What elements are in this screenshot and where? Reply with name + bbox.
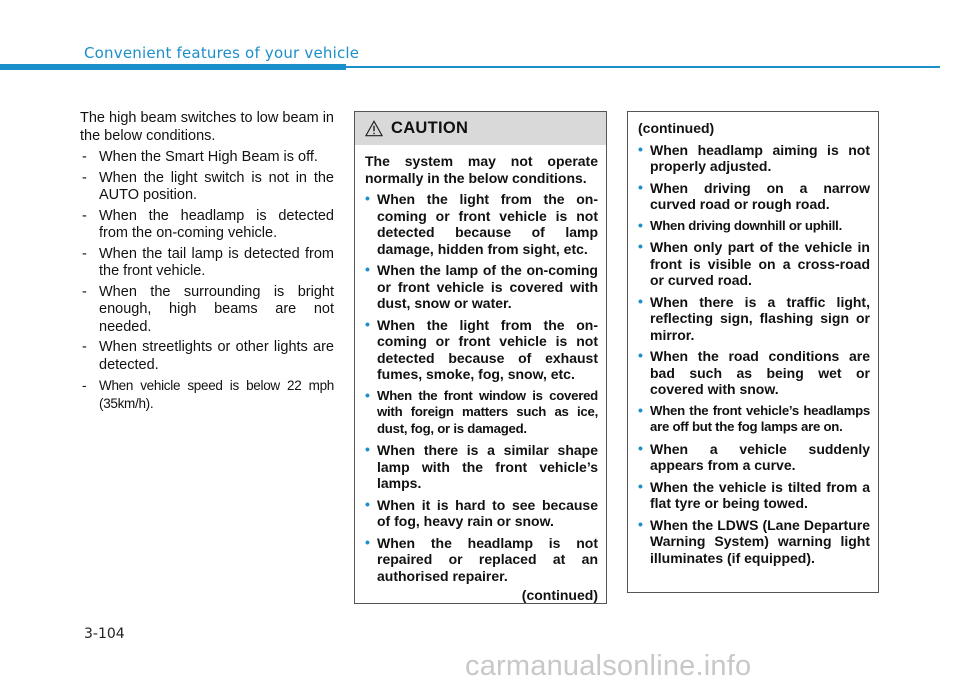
conditions-list — [80, 149, 334, 412]
continued-item: • When driving on a narrow curved road or rough road. — [638, 178, 870, 212]
continued-item: • When only part of the vehicle in front is visible on a cross-road or curved road. — [638, 238, 870, 288]
intro-text: The high beam switches to low beam in the below conditions. — [80, 110, 334, 144]
header-rule-thin — [346, 66, 940, 68]
warning-triangle-icon — [365, 120, 383, 137]
caution-item: • When the light from the on-coming or front vehicle is not detected because of exhaust fumes, smoke, fog, snow, etc. — [365, 315, 598, 382]
continued-label: (continued) — [521, 587, 598, 603]
condition-item: - When the Smart High Beam is off. — [82, 149, 318, 165]
condition-item: - When vehicle speed is below 22 mph (35km/h). — [82, 378, 334, 411]
condition-item: - When the surrounding is bright enough, high beams are not needed. — [82, 283, 334, 335]
continued-list — [638, 142, 870, 567]
caution-body — [355, 145, 606, 604]
section-title: Convenient features of your vehicle — [84, 44, 360, 62]
caution-header — [355, 112, 606, 145]
continued-item: • When a vehicle suddenly appears from a curve. — [638, 439, 870, 473]
caution-item: • When there is a similar shape lamp with the front vehicle’s lamps. — [365, 441, 598, 491]
continued-item: • When the LDWS (Lane Departure Warning System) warning light illuminates (if equipped). — [638, 515, 870, 566]
caution-box — [354, 111, 607, 604]
caution-intro: The system may not operate normally in the below conditions. — [365, 153, 598, 186]
caution-item: • When the light from the on-coming or front vehicle is not detected because of lamp damage, hidden from sight, etc. — [365, 190, 598, 257]
continued-body — [628, 112, 878, 566]
continued-item: • When driving downhill or uphill. — [638, 216, 842, 233]
continued-item: • When the front vehicle’s headlamps are off but the fog lamps are on. — [638, 401, 870, 434]
caution-item: • When the headlamp is not repaired or replaced at an authorised repairer. — [365, 533, 598, 584]
page-number: 3-104 — [84, 626, 125, 642]
continued-box — [627, 111, 879, 593]
watermark: carmanualsonline.info — [465, 650, 752, 682]
continued-item: • When headlamp aiming is not properly adjusted. — [638, 140, 870, 174]
continued-item: • When the vehicle is tilted from a flat tyre or being towed. — [638, 477, 870, 511]
condition-item: - When streetlights or other lights are detected. — [82, 339, 334, 373]
condition-item: - When the light switch is not in the AUTO position. — [82, 169, 334, 203]
continued-item: • When there is a traffic light, reflecting sign, flashing sign or mirror. — [638, 292, 870, 343]
condition-item: - When the tail lamp is detected from the front vehicle. — [82, 245, 334, 279]
header-rule — [0, 64, 346, 70]
caution-item: • When the front window is covered with foreign matters such as ice, dust, fog, or is damaged. — [365, 386, 598, 436]
caution-item: • When it is hard to see because of fog, heavy rain or snow. — [365, 495, 598, 529]
continued-item: • When the road conditions are bad such as being wet or covered with snow. — [638, 347, 870, 397]
caution-item: • When the lamp of the on-coming or front vehicle is covered with dust, snow or water. — [365, 261, 598, 311]
caution-title: CAUTION — [391, 119, 469, 137]
conditions-column — [80, 110, 334, 415]
caution-list — [365, 191, 598, 584]
continued-heading: (continued) — [638, 120, 715, 136]
condition-item: - When the headlamp is detected from the on-coming vehicle. — [82, 207, 334, 241]
